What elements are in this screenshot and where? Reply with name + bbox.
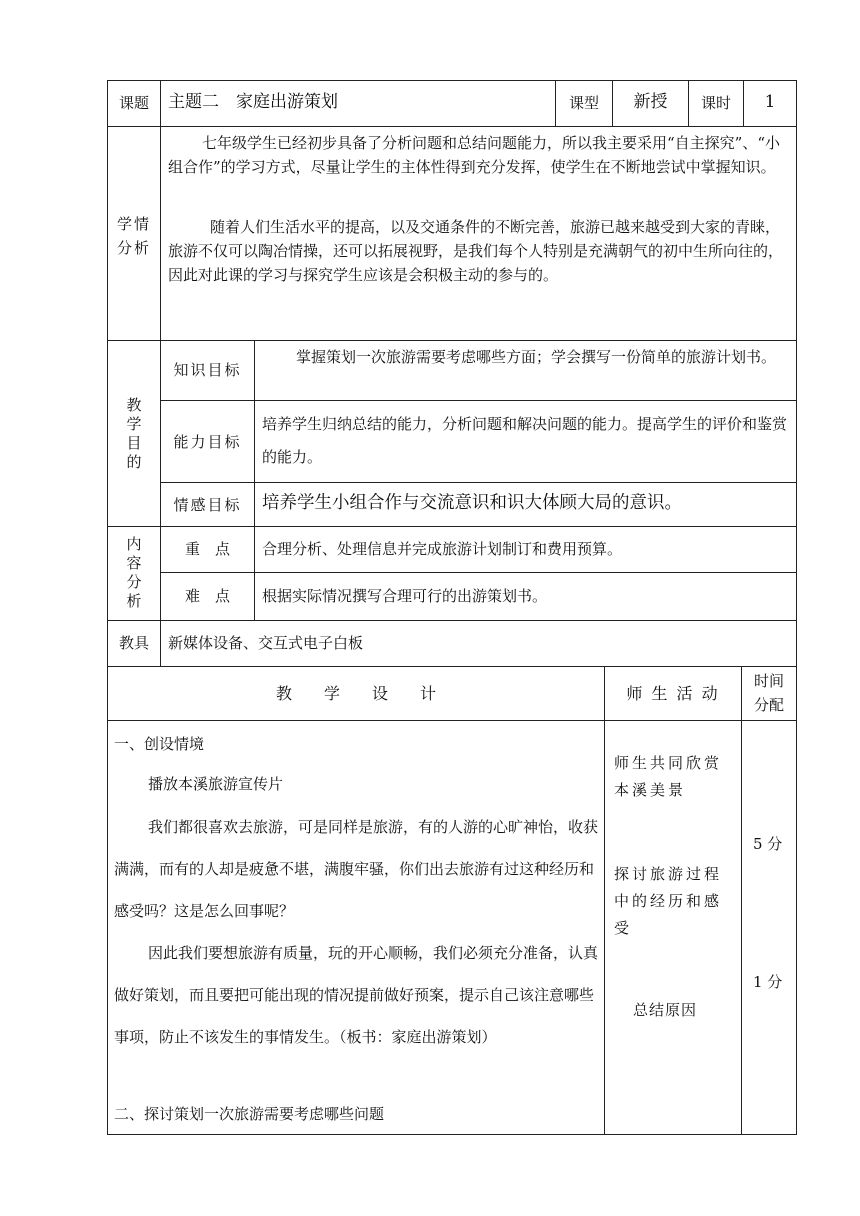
student-analysis-paragraph-2: 随着人们生活水平的提高，以及交通条件的不断完善，旅游已越来越受到大家的青睐，旅游不仅可以陶冶情操，还可以拓展视野，是我们每个人特别是充满朝气的初中生所向往的，因此对此课的学习与探究学生应该是会积极主动的参与的。 — [168, 218, 784, 284]
activity-1: 师生共同欣赏本溪美景 — [614, 754, 723, 799]
key-point-label: 重 点 — [184, 540, 230, 558]
activity-header: 师 生 活 动 — [626, 684, 720, 703]
section-1-paragraph-1: 我们都很喜欢去旅游，可是同样是旅游，有的人游的心旷神怡，收获满满，而有的人却是疲惫不堪，满腹牢骚，你们出去旅游有过这种经历和感受吗？这是怎么回事呢？ — [114, 818, 599, 920]
row-line — [107, 126, 797, 127]
lesson-hours-value: 1 — [764, 92, 776, 112]
ability-goal-label: 能力目标 — [173, 433, 242, 451]
knowledge-goal-text: 掌握策划一次旅游需要考虑哪些方面；学会撰写一份简单的旅游计划书。 — [296, 348, 777, 366]
difficult-point-text: 根据实际情况撰写合理可行的出游策划书。 — [262, 587, 548, 605]
key-point-text: 合理分析、处理信息并完成旅游计划制订和费用预算。 — [262, 540, 623, 558]
activity-2: 探讨旅游过程中的经历和感受 — [614, 865, 723, 937]
col-line — [254, 340, 255, 620]
table-border-right — [796, 80, 797, 1135]
row-line — [107, 720, 797, 721]
col-line — [604, 666, 605, 1135]
row-line — [160, 572, 797, 573]
emotion-goal-label: 情感目标 — [173, 496, 242, 514]
design-header: 教 学 设 计 — [275, 684, 436, 703]
row-line — [160, 482, 797, 483]
content-analysis-label: 内容分析 — [126, 535, 142, 610]
lesson-type-label: 课型 — [568, 94, 599, 112]
section-1-heading: 一、创设情境 — [114, 735, 205, 753]
table-border-bottom — [107, 1134, 797, 1135]
time-1: 5 分 — [753, 835, 783, 853]
section-1-paragraph-2: 因此我们要想旅游有质量，玩的开心顺畅，我们必须充分准备，认真做好策划，而且要把可能出现的情况提前做好预案，提示自己该注意哪些事项，防止不该发生的事情发生。（板书：家庭出游策划） — [114, 944, 599, 1046]
student-analysis-paragraph-1: 七年级学生已经初步具备了分析问题和总结问题能力，所以我主要采用“自主探究”、“小组合作”的学习方式，尽量让学生的主体性得到充分发挥，使学生在不断地尝试中掌握知识。 — [168, 134, 781, 176]
table-border-top — [107, 80, 797, 81]
student-analysis-label-text: 学情分析 — [117, 215, 152, 257]
row-line — [107, 526, 797, 527]
col-line — [741, 666, 742, 1135]
difficult-point-label: 难 点 — [184, 587, 230, 605]
time-header: 时间分配 — [753, 672, 784, 714]
objectives-label: 教学目的 — [126, 396, 142, 471]
lesson-type-value: 新授 — [633, 92, 668, 112]
ability-goal-text: 培养学生归纳总结的能力，分析问题和解决问题的能力。提高学生的评价和鉴赏的能力。 — [262, 415, 788, 466]
row-line — [107, 620, 797, 621]
lesson-hours-label: 课时 — [700, 94, 731, 112]
tools-label: 教具 — [118, 634, 149, 652]
section-2-heading: 二、探讨策划一次旅游需要考虑哪些问题 — [114, 1105, 385, 1123]
activity-3: 总结原因 — [633, 1001, 698, 1019]
row-line — [107, 666, 797, 667]
tools-text: 新媒体设备、交互式电子白板 — [168, 634, 364, 652]
row-line — [107, 340, 797, 341]
section-1-line-1: 播放本溪旅游宣传片 — [148, 775, 284, 793]
lesson-title: 主题二 家庭出游策划 — [168, 92, 338, 112]
student-analysis-label — [117, 212, 152, 260]
knowledge-goal-label: 知识目标 — [173, 361, 242, 379]
title-label: 课题 — [118, 94, 149, 112]
table-border-left — [107, 80, 108, 1135]
time-2: 1 分 — [753, 973, 783, 991]
emotion-goal-text: 培养学生小组合作与交流意识和识大体顾大局的意识。 — [262, 493, 682, 513]
row-line — [160, 400, 797, 401]
